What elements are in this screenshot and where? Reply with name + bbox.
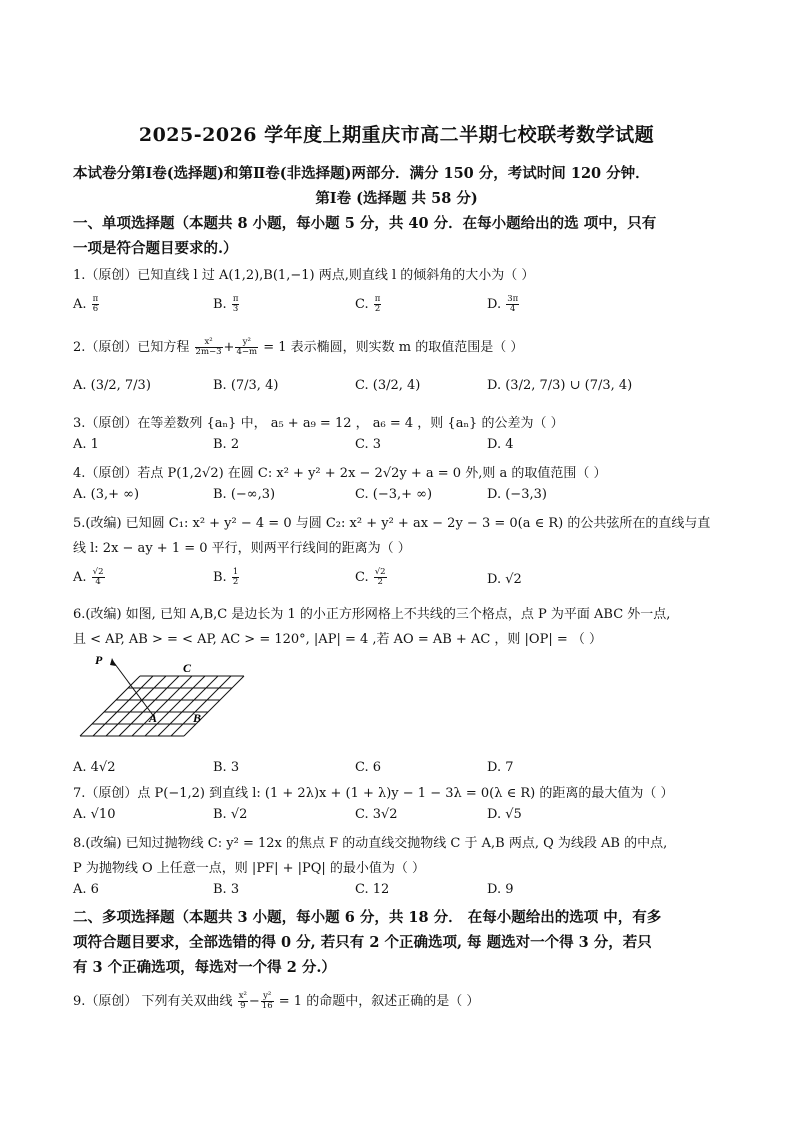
section2-heading-line2: 项符合题目要求，全部选错的得 0 分, 若只有 2 个正确选项, 每 题选对一个得 3 分，若只 (73, 934, 652, 951)
q2-option-d: D. (3/2, 7/3) ∪ (7/3, 4) (487, 378, 633, 393)
q7-option-a: A. √10 (73, 807, 116, 822)
section2-heading-line1: 二、多项选择题（本题共 3 小题，每小题 6 分，共 18 分． 在每小题给出的选项 中，有多 (73, 909, 662, 926)
q4-stem: 4.（原创）若点 P(1,2√2) 在圆 C: x² + y² + 2x − 2√2y + a = 0 外,则 a 的取值范围（ ） (73, 466, 607, 481)
q6-vector-ap (112, 660, 155, 718)
q6-label-c: C (183, 661, 192, 675)
q8-option-d: D. 9 (487, 882, 514, 897)
q4-option-a: A. (3,+ ∞) (73, 487, 140, 502)
q6-stem-line1: 6.(改编) 如图, 已知 A,B,C 是边长为 1 的小正方形网格上不共线的三个格点，点 P 为平面 ABC 外一点, (73, 607, 671, 622)
q5-option-a: A. $\frac{√2}{4}$ (73, 567, 104, 587)
part1-title: 第Ⅰ卷 (选择题 共 58 分) (315, 190, 478, 207)
q1-option-a: A. $\frac{\pi}{6}$ (73, 294, 99, 314)
q6-grid-figure (76, 652, 246, 752)
q1-option-c: C. $\frac{\pi}{2}$ (355, 294, 381, 314)
q2-option-b: B. (7/3, 4) (213, 378, 279, 393)
q7-option-c: C. 3√2 (355, 807, 398, 822)
q3-option-c: C. 3 (355, 437, 382, 452)
q8-stem-line1: 8.(改编) 已知过抛物线 C: y² = 12x 的焦点 F 的动直线交抛物线 C 于 A,B 两点, Q 为线段 AB 的中点, (73, 836, 668, 851)
q7-stem: 7.（原创）点 P(−1,2) 到直线 l: (1 + 2λ)x + (1 + λ)y − 1 − 3λ = 0(λ ∈ R) 的距离的最大值为（ ） (73, 786, 674, 801)
q8-option-c: C. 12 (355, 882, 390, 897)
q6-label-p: P (95, 653, 103, 667)
q8-stem-line2: P 为抛物线 O 上任意一点，则 |PF| + |PQ| 的最小值为（ ） (73, 861, 426, 876)
exam-intro: 本试卷分第Ⅰ卷(选择题)和第Ⅱ卷(非选择题)两部分．满分 150 分，考试时间 120 分钟． (73, 165, 650, 182)
q6-grid-lines (80, 676, 244, 736)
q6-label-a: A (149, 711, 158, 725)
section1-heading-line2: 一项是符合题目要求的.） (73, 240, 238, 257)
q7-option-b: B. √2 (213, 807, 248, 822)
q3-option-a: A. 1 (73, 437, 99, 452)
q4-option-c: C. (−3,+ ∞) (355, 487, 433, 502)
q4-option-d: D. (−3,3) (487, 487, 547, 502)
q6-stem-line2: 且 < AP, AB > = < AP, AC > = 120°, |AP| = 4 ,若 AO = AB + AC ，则 |OP| = （ ） (73, 632, 603, 647)
section1-heading-line1: 一、单项选择题（本题共 8 小题，每小题 5 分，共 40 分．在每小题给出的选 项中，只有 (73, 215, 657, 232)
q5-option-b: B. $\frac{1}{2}$ (213, 567, 239, 587)
q2-option-c: C. (3/2, 4) (355, 378, 421, 393)
q6-option-b: B. 3 (213, 760, 240, 775)
q1-option-b: B. $\frac{\pi}{3}$ (213, 294, 239, 314)
q4-option-b: B. (−∞,3) (213, 487, 276, 502)
q8-option-b: B. 3 (213, 882, 240, 897)
q5-stem-line2: 线 l: 2x − ay + 1 = 0 平行，则两平行线间的距离为（ ） (73, 541, 411, 556)
q8-option-a: A. 6 (73, 882, 99, 897)
q5-stem-line1: 5.(改编) 已知圆 C₁: x² + y² − 4 = 0 与圆 C₂: x² + y² + ax − 2y − 3 = 0(a ∈ R) 的公共弦所在的直线与直 (73, 516, 711, 531)
q9-stem: 9.（原创） 下列有关双曲线 $\frac{\text{x²}}{9}$ − $\frac{\text{y²}}{16}$ = 1 的命题中，叙述正确的是（ ） (73, 991, 480, 1011)
exam-title: 2025-2026 学年度上期重庆市高二半期七校联考数学试题 (138, 124, 655, 146)
q6-option-d: D. 7 (487, 760, 514, 775)
q1-option-d: D. $\frac{3\pi}{4}$ (487, 294, 519, 314)
q3-stem: 3.（原创）在等差数列 {aₙ} 中， a₅ + a₉ = 12 ， a₆ = 4 ，则 {aₙ} 的公差为（ ） (73, 416, 564, 431)
q5-option-d: D. √2 (487, 572, 522, 587)
q6-arrowhead-icon (110, 658, 116, 666)
q2-option-a: A. (3/2, 7/3) (73, 378, 151, 393)
q6-option-c: C. 6 (355, 760, 382, 775)
q7-option-d: D. √5 (487, 807, 522, 822)
q6-option-a: A. 4√2 (73, 760, 116, 775)
q2-stem: 2.（原创）已知方程 $\frac{\text{x²}}{2m-3}$ + $\frac{\text{y²}}{4-m}$ = 1 表示椭圆，则实数 m 的取值范围是（ ） (73, 337, 524, 357)
q1-stem: 1.（原创）已知直线 l 过 A(1,2),B(1,−1) 两点,则直线 l 的倾斜角的大小为（ ） (73, 268, 535, 283)
q3-option-d: D. 4 (487, 437, 514, 452)
q5-option-c: C. $\frac{√2}{2}$ (355, 567, 386, 587)
q6-label-b: B (193, 711, 202, 725)
section2-heading-line3: 有 3 个正确选项，每选对一个得 2 分.） (73, 959, 336, 976)
q3-option-b: B. 2 (213, 437, 240, 452)
